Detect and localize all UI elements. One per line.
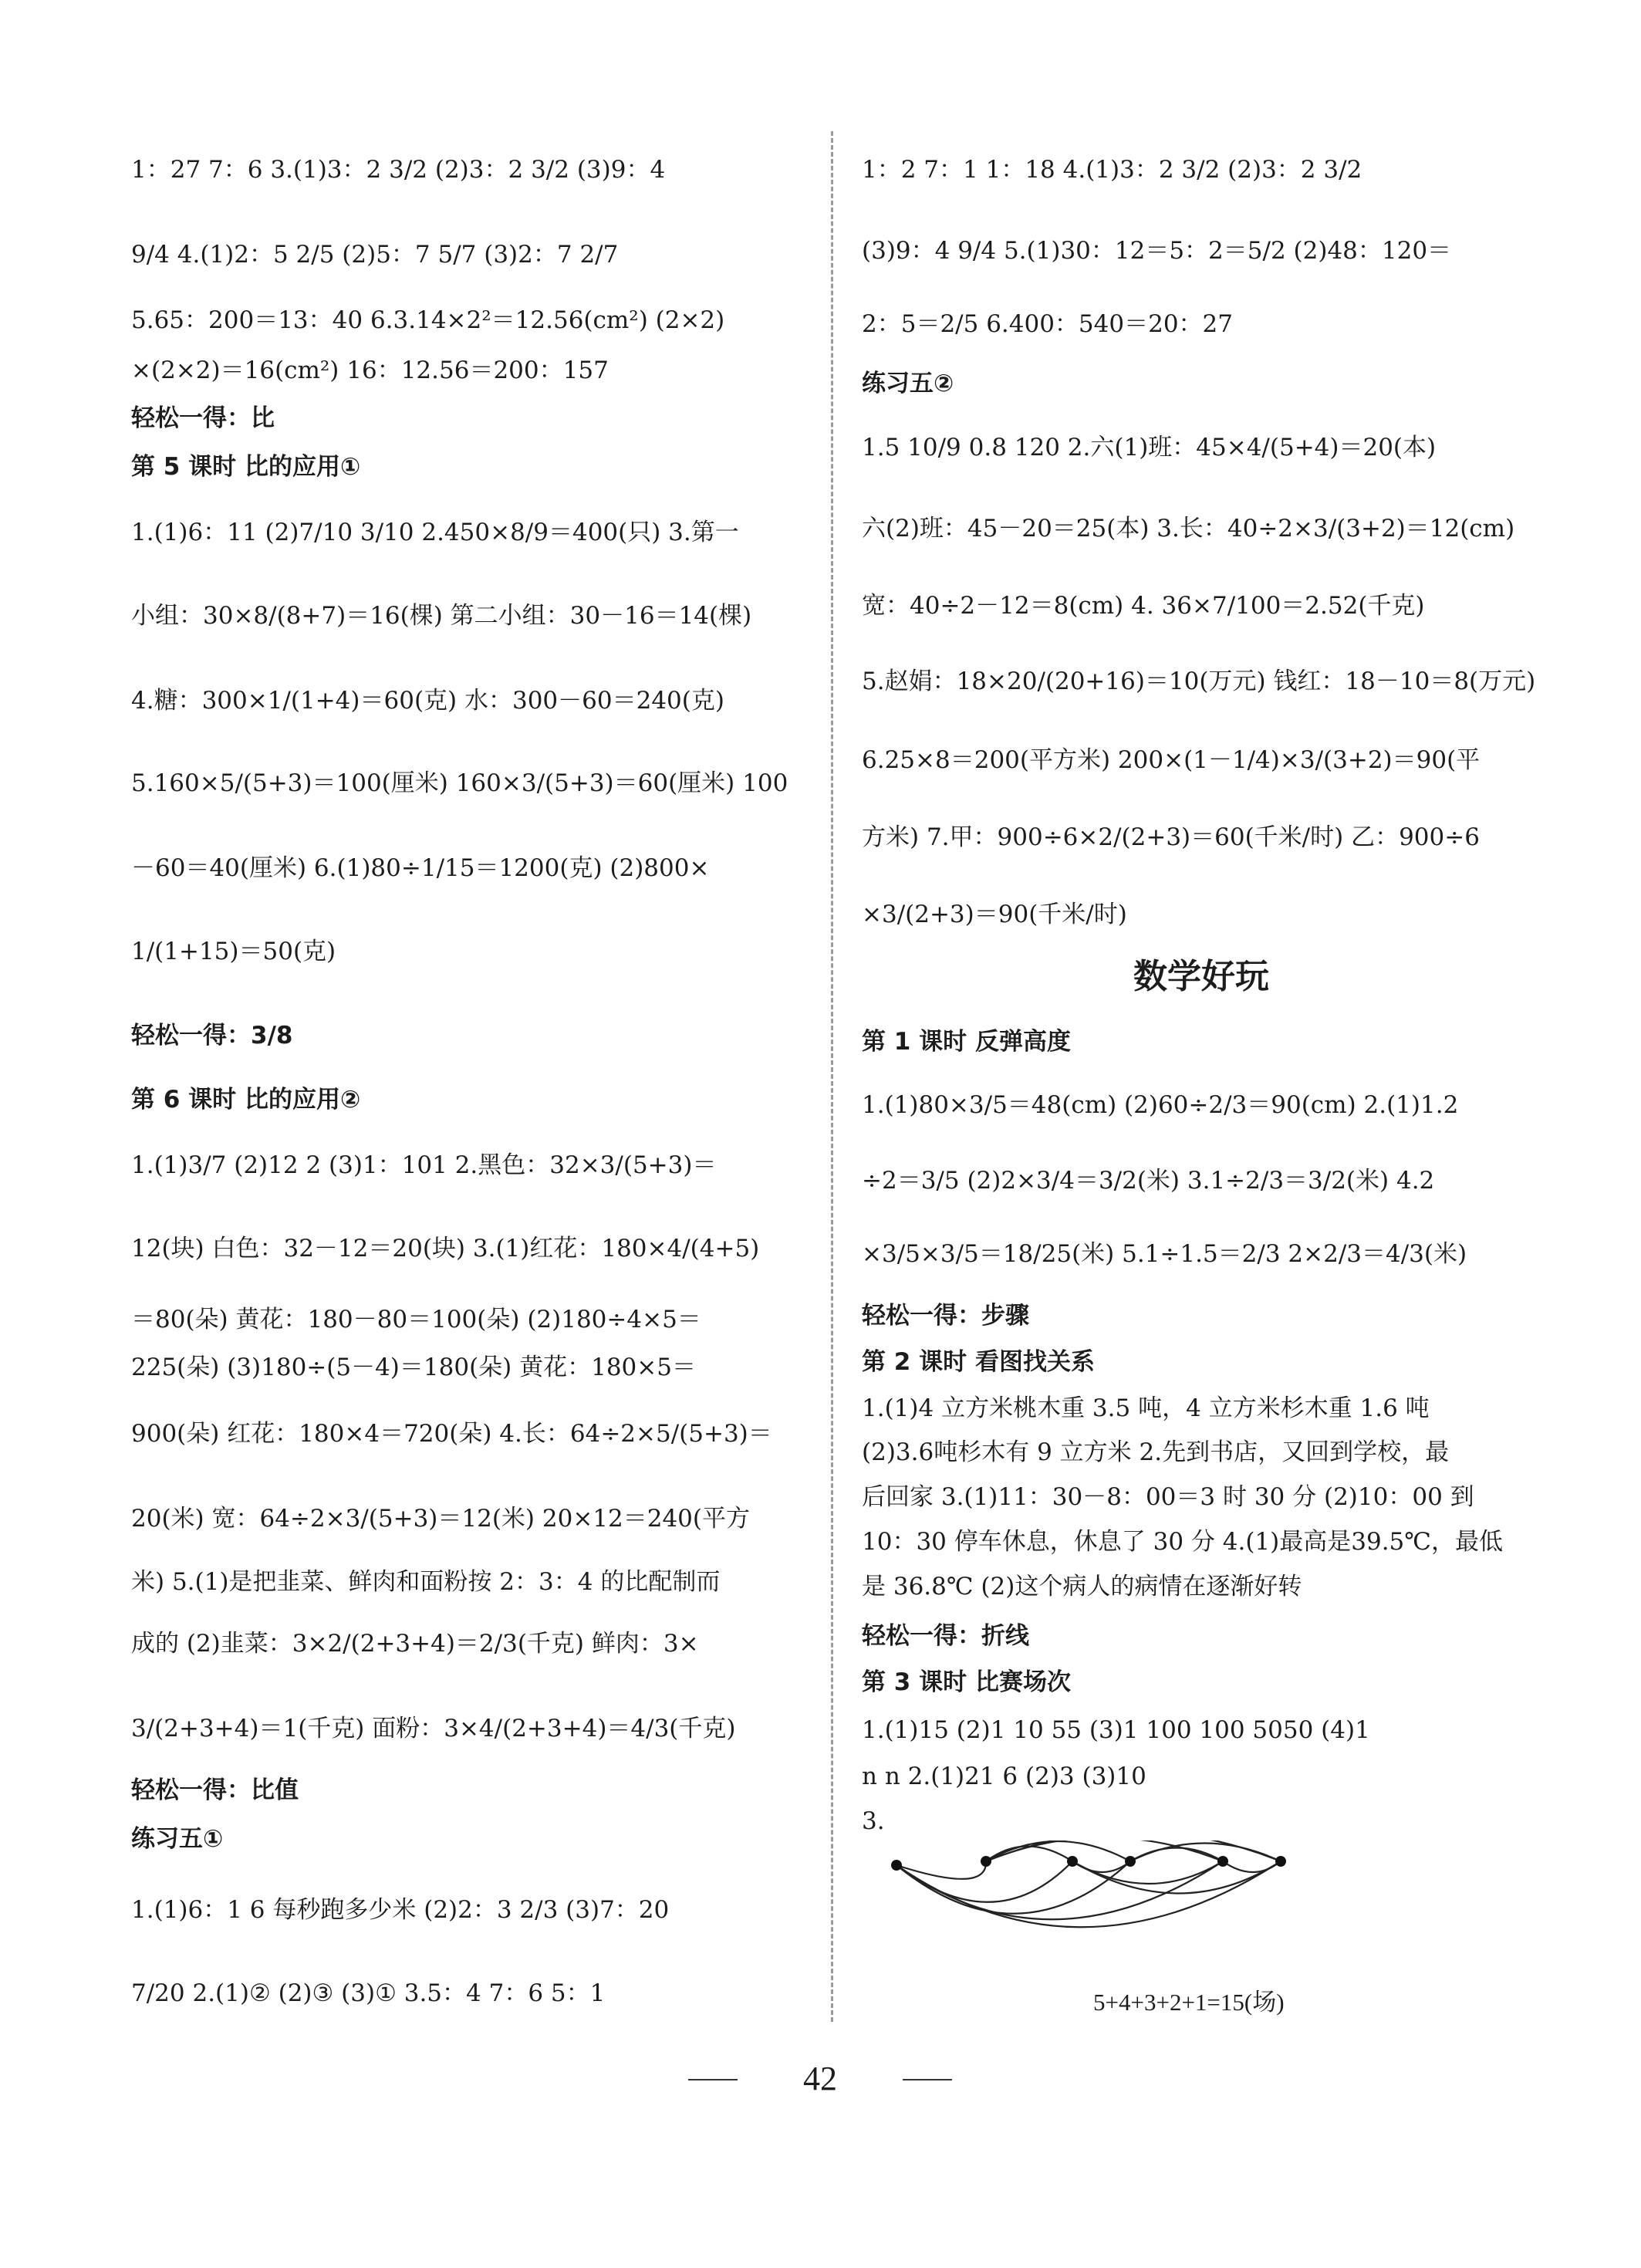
answer-line: 成的 (2)韭菜：3×2/(2+3+4)＝2/3(千克) 鲜肉：3× xyxy=(131,1630,699,1658)
answer-line: 方米) 7.甲：900÷6×2/(2+3)＝60(千米/时) 乙：900÷6 xyxy=(862,823,1480,851)
answer-line: 1.(1)3/7 (2)12 2 (3)1：101 2.黑色：32×3/(5+3)＝ xyxy=(131,1151,717,1179)
column-divider xyxy=(831,131,833,2022)
answer-line: ＝80(朵) 黄花：180－80＝100(朵) (2)180÷4×5＝ xyxy=(131,1306,701,1333)
answer-line: 225(朵) (3)180÷(5－4)＝180(朵) 黄花：180×5＝ xyxy=(131,1354,696,1381)
answer-line: 1：27 7：6 3.(1)3：2 3/2 (2)3：2 3/2 (3)9：4 xyxy=(131,156,666,184)
team-point xyxy=(981,1856,991,1867)
page-number-dash xyxy=(688,2079,738,2080)
answer-line: n n 2.(1)21 6 (2)3 (3)10 xyxy=(862,1763,1146,1790)
section-heading: 轻松一得：折线 xyxy=(862,1622,1029,1650)
section-heading: 第 1 课时 反弹高度 xyxy=(862,1028,1071,1056)
team-point xyxy=(1067,1856,1078,1867)
answer-line: 9/4 4.(1)2：5 2/5 (2)5：7 5/7 (3)2：7 2/7 xyxy=(131,241,619,269)
answer-line: 10：30 停车休息，休息了 30 分 4.(1)最高是39.5℃，最低 xyxy=(862,1528,1503,1556)
answer-line: 是 36.8℃ (2)这个病人的病情在逐渐好转 xyxy=(862,1573,1302,1600)
page-number: 42 xyxy=(803,2060,837,2097)
section-heading: 轻松一得：步骤 xyxy=(862,1302,1029,1330)
section-heading: 第 6 课时 比的应用② xyxy=(131,1086,361,1114)
answer-line: 3/(2+3+4)＝1(千克) 面粉：3×4/(2+3+4)＝4/3(千克) xyxy=(131,1715,736,1742)
answer-line: 六(2)班：45－20＝25(本) 3.长：40÷2×3/(3+2)＝12(cm) xyxy=(862,515,1515,542)
answer-line: 1.(1)6：11 (2)7/10 3/10 2.450×8/9＝400(只) 3.第一 xyxy=(131,519,739,546)
answer-line: 5.赵娟：18×20/(20+16)＝10(万元) 钱红：18－10＝8(万元) xyxy=(862,668,1536,695)
section-heading: 练习五② xyxy=(862,370,954,397)
section-heading: 轻松一得：3/8 xyxy=(131,1022,293,1049)
answer-line: ×3/(2+3)＝90(千米/时) xyxy=(862,901,1127,928)
answer-line: 3. xyxy=(862,1807,885,1835)
answer-line: ÷2＝3/5 (2)2×3/4＝3/2(米) 3.1÷2/3＝3/2(米) 4.2 xyxy=(862,1167,1435,1195)
answer-line: －60＝40(厘米) 6.(1)80÷1/15＝1200(克) (2)800× xyxy=(131,854,710,882)
answer-line: 小组：30×8/(8+7)＝16(棵) 第二小组：30－16＝14(棵) xyxy=(131,602,752,630)
answer-line: 12(块) 白色：32－12＝20(块) 3.(1)红花：180×4/(4+5) xyxy=(131,1235,760,1262)
answer-line: 后回家 3.(1)11：30－8：00＝3 时 30 分 (2)10：00 到 xyxy=(862,1483,1474,1511)
answer-line: 宽：40÷2－12＝8(cm) 4. 36×7/100＝2.52(千克) xyxy=(862,592,1425,620)
section-heading: 第 5 课时 比的应用① xyxy=(131,453,361,481)
answer-line: 2：5＝2/5 6.400：540＝20：27 xyxy=(862,310,1233,338)
answer-line: 1/(1+15)＝50(克) xyxy=(131,938,336,965)
answer-line: 1.(1)6：1 6 每秒跑多少米 (2)2：3 2/3 (3)7：20 xyxy=(131,1896,670,1924)
answer-line: 6.25×8＝200(平方米) 200×(1－1/4)×3/(3+2)＝90(平 xyxy=(862,746,1481,774)
section-heading: 轻松一得：比 xyxy=(131,404,275,432)
answer-line: 1.(1)4 立方米桃木重 3.5 吨，4 立方米杉木重 1.6 吨 xyxy=(862,1394,1430,1422)
answer-line: 米) 5.(1)是把韭菜、鲜肉和面粉按 2：3：4 的比配制而 xyxy=(131,1568,721,1596)
section-heading: 第 3 课时 比赛场次 xyxy=(862,1668,1071,1696)
answer-line: 900(朵) 红花：180×4＝720(朵) 4.长：64÷2×5/(5+3)＝ xyxy=(131,1420,772,1448)
answer-line: 1：2 7：1 1：18 4.(1)3：2 3/2 (2)3：2 3/2 xyxy=(862,156,1362,184)
answer-line: 1.(1)80×3/5＝48(cm) (2)60÷2/3＝90(cm) 2.(1)1.2 xyxy=(862,1091,1459,1119)
answer-line: (3)9：4 9/4 5.(1)30：12＝5：2＝5/2 (2)48：120＝ xyxy=(862,237,1452,265)
diagram-caption: 5+4+3+2+1=15(场) xyxy=(1093,1989,1285,2016)
answer-line: 1.5 10/9 0.8 120 2.六(1)班：45×4/(5+4)＝20(本) xyxy=(862,434,1437,461)
team-point xyxy=(1217,1856,1228,1867)
answer-line: ×(2×2)＝16(cm²) 16：12.56＝200：157 xyxy=(131,357,609,384)
answer-line: 5.65：200＝13：40 6.3.14×2²＝12.56(cm²) (2×2) xyxy=(131,306,725,334)
answer-line: ×3/5×3/5＝18/25(米) 5.1÷1.5＝2/3 2×2/3＝4/3(米) xyxy=(862,1240,1467,1268)
answer-line: 1.(1)15 (2)1 10 55 (3)1 100 100 5050 (4)1 xyxy=(862,1716,1370,1744)
answer-line: (2)3.6吨杉木有 9 立方米 2.先到书店，又回到学校，最 xyxy=(862,1438,1450,1466)
answer-line: 7/20 2.(1)② (2)③ (3)① 3.5：4 7：6 5：1 xyxy=(131,1979,606,2007)
team-point xyxy=(891,1860,902,1871)
answer-line: 20(米) 宽：64÷2×3/(5+3)＝12(米) 20×12＝240(平方 xyxy=(131,1505,751,1533)
section-heading: 轻松一得：比值 xyxy=(131,1776,299,1804)
team-point xyxy=(1275,1856,1286,1867)
page-number-dash xyxy=(903,2079,952,2080)
answer-line: 5.160×5/(5+3)＝100(厘米) 160×3/(5+3)＝60(厘米) 100 xyxy=(131,769,788,797)
match-arcs-diagram xyxy=(880,1840,1312,1987)
answer-line: 4.糖：300×1/(1+4)＝60(克) 水：300－60＝240(克) xyxy=(131,687,724,715)
section-heading: 第 2 课时 看图找关系 xyxy=(862,1348,1095,1376)
section-title: 数学好玩 xyxy=(1133,957,1269,996)
section-heading: 练习五① xyxy=(131,1825,224,1853)
team-point xyxy=(1125,1856,1136,1867)
